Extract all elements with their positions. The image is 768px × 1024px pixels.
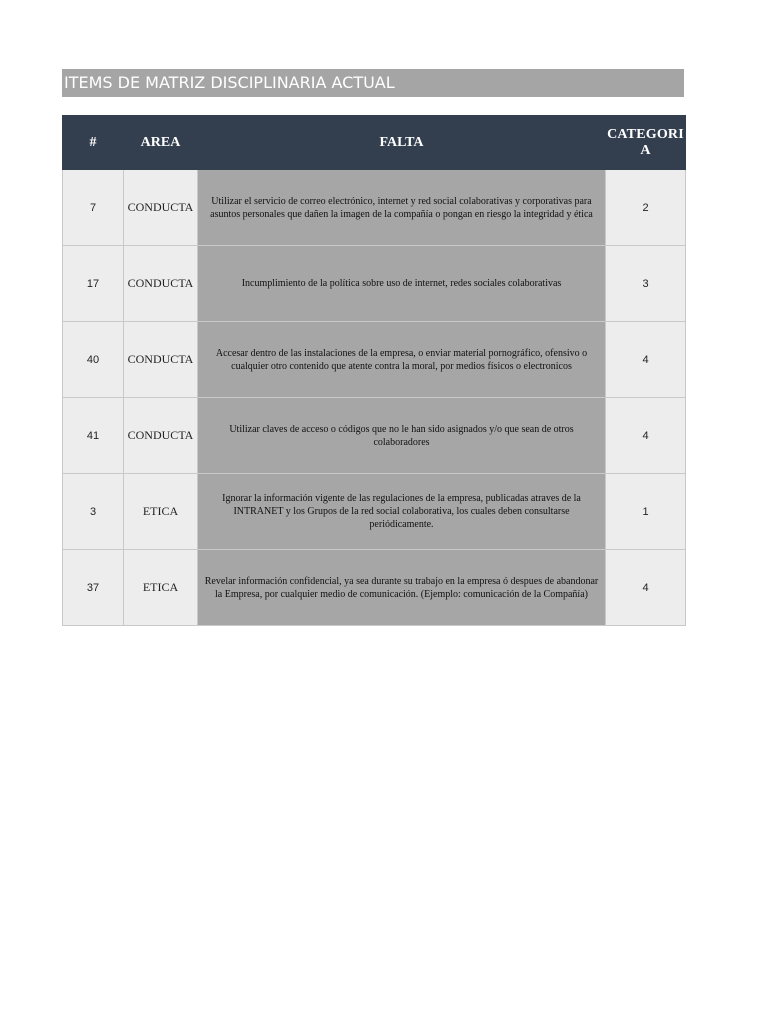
cell-num: 41 bbox=[63, 398, 124, 474]
cell-categoria: 4 bbox=[606, 398, 686, 474]
cell-num: 37 bbox=[63, 550, 124, 626]
cell-num: 3 bbox=[63, 474, 124, 550]
cell-categoria: 2 bbox=[606, 170, 686, 246]
cell-area: CONDUCTA bbox=[124, 322, 198, 398]
document-title: ITEMS DE MATRIZ DISCIPLINARIA ACTUAL bbox=[62, 69, 684, 97]
table-row bbox=[63, 170, 686, 246]
cell-falta: Utilizar claves de acceso o códigos que no le han sido asignados y/o que sean de otros colaboradores bbox=[198, 398, 606, 474]
cell-categoria: 4 bbox=[606, 322, 686, 398]
cell-num: 7 bbox=[63, 170, 124, 246]
table-row bbox=[63, 550, 686, 626]
header-area: AREA bbox=[124, 116, 198, 170]
cell-falta: Revelar información confidencial, ya sea durante su trabajo en la empresa ó despues de abandonar la Empresa, por cualquier medio de comunicación. (Ejemplo: comunicación de la Compañía) bbox=[198, 550, 606, 626]
cell-num: 40 bbox=[63, 322, 124, 398]
disciplinary-matrix-table bbox=[62, 115, 686, 626]
cell-area: CONDUCTA bbox=[124, 170, 198, 246]
table-row bbox=[63, 246, 686, 322]
cell-area: ETICA bbox=[124, 550, 198, 626]
cell-falta: Ignorar la información vigente de las regulaciones de la empresa, publicadas atraves de la INTRANET y los Grupos de la red social colaborativa, los cuales deben consultarse periódicamente. bbox=[198, 474, 606, 550]
cell-area: CONDUCTA bbox=[124, 246, 198, 322]
cell-categoria: 4 bbox=[606, 550, 686, 626]
header-categoria: CATEGORIA bbox=[606, 116, 686, 170]
table-header-row bbox=[63, 116, 686, 170]
cell-falta: Accesar dentro de las instalaciones de la empresa, o enviar material pornográfico, ofensivo o cualquier otro contenido que atente contra la moral, por medios físicos o electronicos bbox=[198, 322, 606, 398]
cell-categoria: 3 bbox=[606, 246, 686, 322]
cell-categoria: 1 bbox=[606, 474, 686, 550]
header-falta: FALTA bbox=[198, 116, 606, 170]
table-row bbox=[63, 474, 686, 550]
table-row bbox=[63, 398, 686, 474]
header-num: # bbox=[63, 116, 124, 170]
cell-falta: Utilizar el servicio de correo electrónico, internet y red social colaborativas y corporativas para asuntos personales que dañen la imagen de la compañía o pongan en riesgo la integridad y ética bbox=[198, 170, 606, 246]
cell-falta: Incumplimiento de la política sobre uso de internet, redes sociales colaborativas bbox=[198, 246, 606, 322]
cell-area: CONDUCTA bbox=[124, 398, 198, 474]
table-row bbox=[63, 322, 686, 398]
cell-num: 17 bbox=[63, 246, 124, 322]
cell-area: ETICA bbox=[124, 474, 198, 550]
